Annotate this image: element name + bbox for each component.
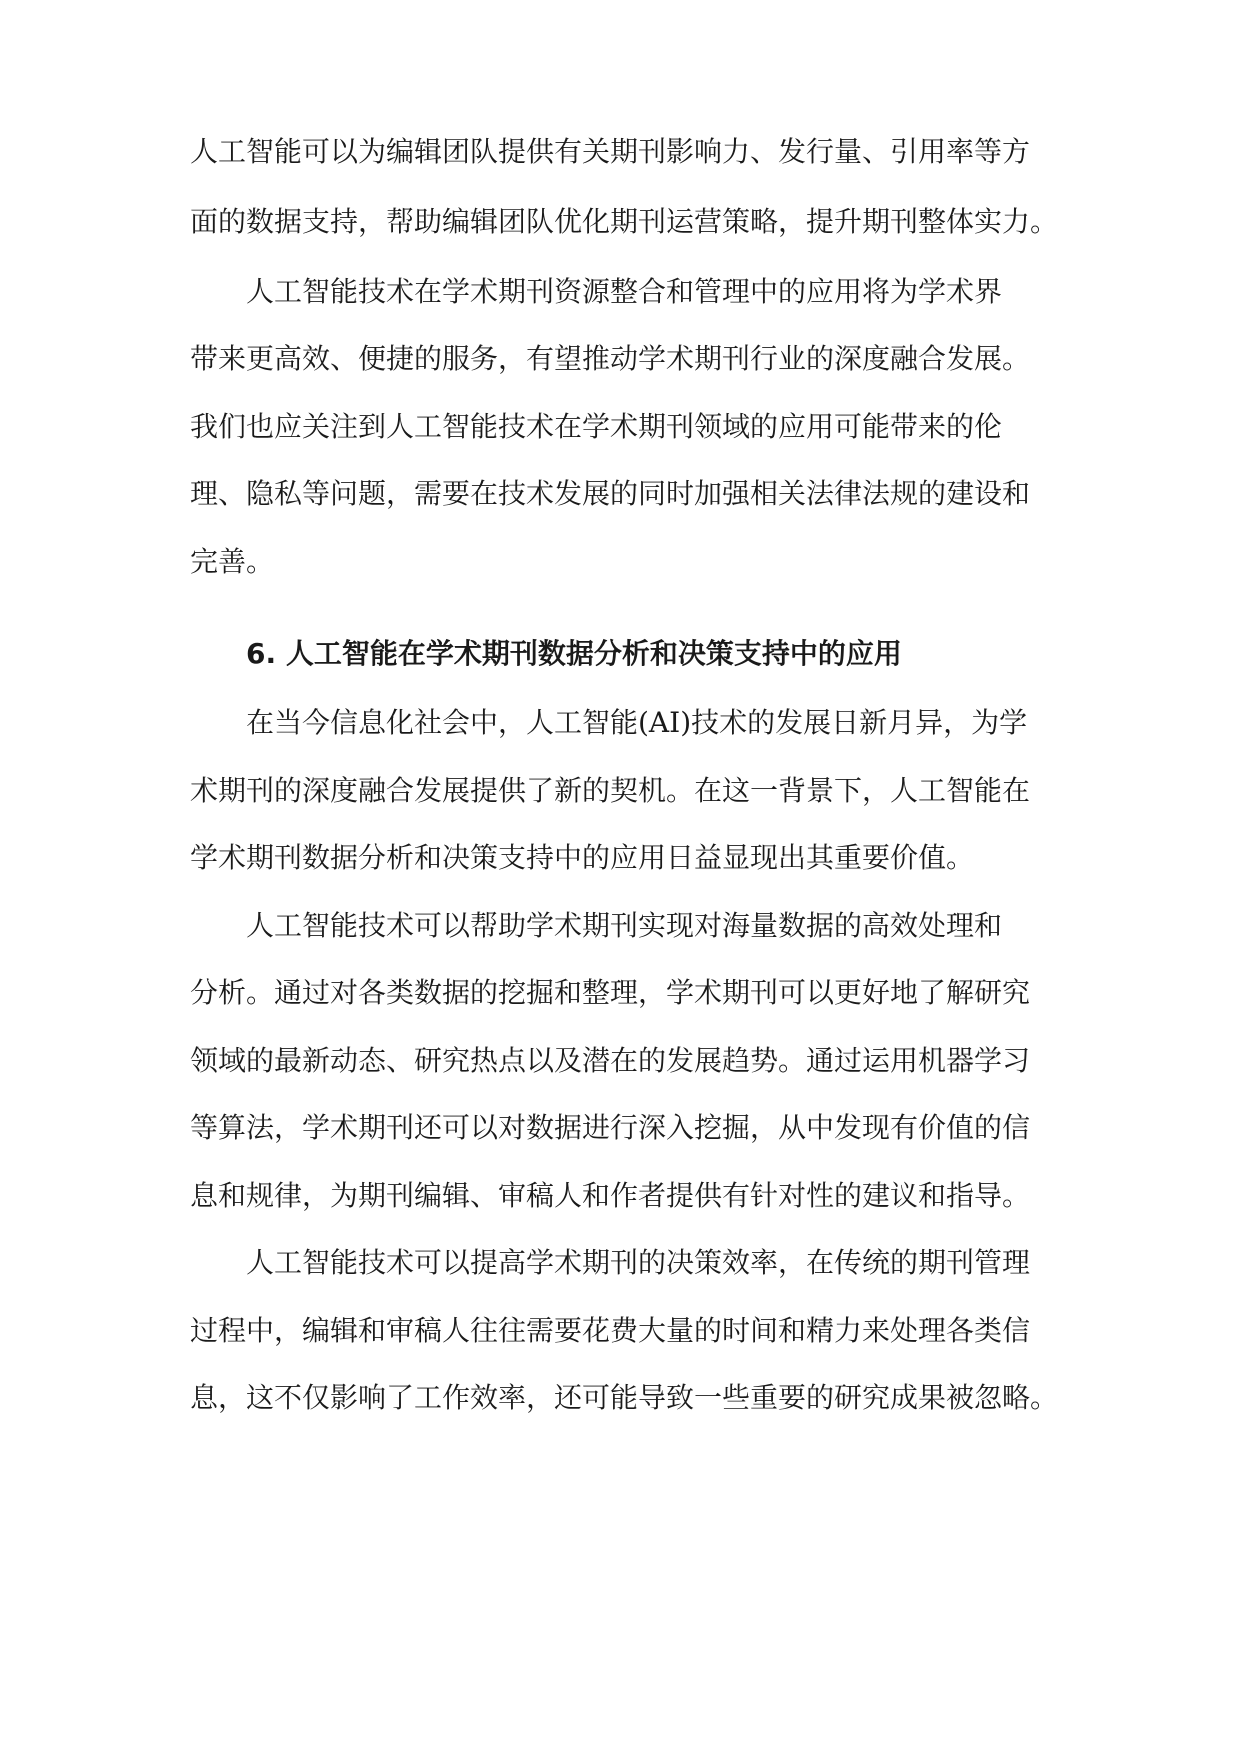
paragraph-line: 我们也应关注到人工智能技术在学术期刊领域的应用可能带来的伦 [190,410,1003,443]
paragraph-line: 带来更高效、便捷的服务，有望推动学术期刊行业的深度融合发展。 [190,342,1031,375]
paragraph-line: 息和规律，为期刊编辑、审稿人和作者提供有针对性的建议和指导。 [190,1179,1031,1212]
paragraph-line: 分析。通过对各类数据的挖掘和整理，学术期刊可以更好地了解研究 [190,976,1031,1009]
paragraph-line: 在当今信息化社会中，人工智能(AI)技术的发展日新月异，为学 [246,706,1028,739]
paragraph-line: 息，这不仅影响了工作效率，还可能导致一些重要的研究成果被忽略。 [190,1381,1059,1414]
paragraph-line: 过程中，编辑和审稿人往往需要花费大量的时间和精力来处理各类信 [190,1314,1031,1347]
paragraph-line: 等算法，学术期刊还可以对数据进行深入挖掘，从中发现有价值的信 [190,1111,1031,1144]
paragraph-line: 术期刊的深度融合发展提供了新的契机。在这一背景下，人工智能在 [190,774,1031,807]
paragraph-line: 理、隐私等问题，需要在技术发展的同时加强相关法律法规的建设和 [190,477,1031,510]
paragraph-line: 领域的最新动态、研究热点以及潜在的发展趋势。通过运用机器学习 [190,1044,1031,1077]
paragraph-line: 面的数据支持，帮助编辑团队优化期刊运营策略，提升期刊整体实力。 [190,205,1059,238]
paragraph-line: 人工智能可以为编辑团队提供有关期刊影响力、发行量、引用率等方 [190,135,1031,168]
paragraph-line: 人工智能技术在学术期刊资源整合和管理中的应用将为学术界 [246,275,1003,308]
paragraph-line: 人工智能技术可以帮助学术期刊实现对海量数据的高效处理和 [246,909,1003,942]
paragraph-line: 学术期刊数据分析和决策支持中的应用日益显现出其重要价值。 [190,841,975,874]
section-heading: 6. 人工智能在学术期刊数据分析和决策支持中的应用 [246,637,902,670]
paragraph-line: 完善。 [190,545,275,578]
paragraph-line: 人工智能技术可以提高学术期刊的决策效率，在传统的期刊管理 [246,1246,1031,1279]
